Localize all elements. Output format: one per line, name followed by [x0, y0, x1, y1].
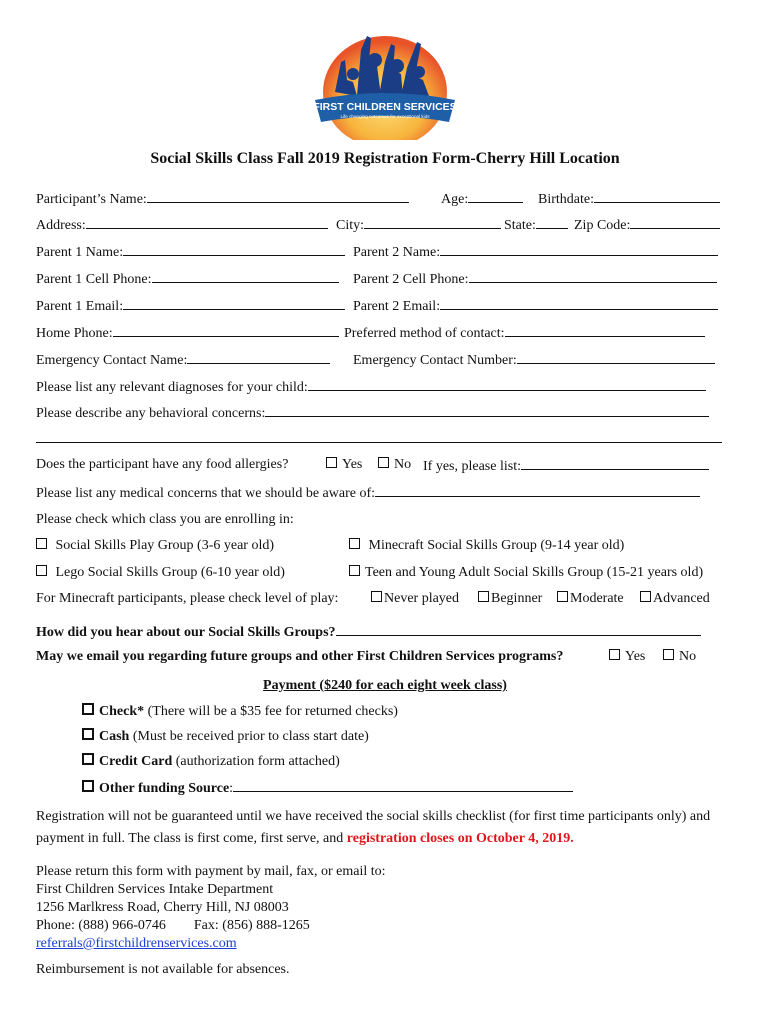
- payment-other-option[interactable]: [82, 777, 730, 797]
- email-no-checkbox[interactable]: [663, 649, 674, 660]
- class-prompt: Please check which class you are enrolling in:: [36, 512, 294, 527]
- allergy-no-label: No: [394, 457, 412, 472]
- allergy-yes-label: Yes: [342, 457, 363, 472]
- level-advanced-label: Advanced: [653, 591, 710, 606]
- emergency-row: [36, 349, 730, 369]
- birthdate-label: Birthdate:: [538, 192, 594, 207]
- first-children-services-logo: [295, 22, 475, 140]
- class-play-group-checkbox[interactable]: [36, 538, 47, 549]
- level-never-option[interactable]: [371, 589, 459, 609]
- hear-about-label: How did you hear about our Social Skills Groups?: [36, 625, 336, 640]
- email-yes-option[interactable]: [609, 647, 645, 667]
- parent-email-row: [36, 295, 730, 315]
- footer-row: [36, 960, 730, 980]
- address-label: Address:: [36, 218, 86, 233]
- class-option-lego[interactable]: [36, 563, 285, 583]
- class-teen-checkbox[interactable]: [349, 565, 360, 576]
- behavioral-row: [36, 402, 730, 422]
- class-options-row-1: [36, 536, 730, 556]
- allergy-no-option[interactable]: [378, 455, 411, 475]
- payment-cash-label: Cash: [99, 729, 130, 744]
- level-beginner-option[interactable]: [478, 589, 542, 609]
- emergency-name-label: Emergency Contact Name:: [36, 353, 188, 368]
- parent1-cell-label: Parent 1 Cell Phone:: [36, 272, 152, 287]
- class-option-minecraft[interactable]: [349, 536, 624, 556]
- address-row: [36, 214, 730, 234]
- zip-label: Zip Code:: [574, 218, 631, 233]
- emergency-number-label: Emergency Contact Number:: [353, 353, 517, 368]
- class-teen-label: Teen and Young Adult Social Skills Group (15-21 years old): [365, 565, 704, 580]
- email-no-label: No: [679, 649, 697, 664]
- parent2-cell-field[interactable]: [469, 268, 717, 283]
- payment-check-checkbox[interactable]: [82, 703, 94, 715]
- emergency-number-field[interactable]: [517, 349, 715, 364]
- allergy-no-checkbox[interactable]: [378, 457, 389, 468]
- participant-name-label: Participant’s Name:: [36, 192, 147, 207]
- contact-intro: Please return this form with payment by mail, fax, or email to:: [36, 864, 386, 879]
- level-beginner-label: Beginner: [491, 591, 543, 606]
- email-consent-row: [36, 647, 730, 667]
- contact-fax: Fax: (856) 888-1265: [193, 918, 310, 933]
- age-field[interactable]: [468, 188, 523, 203]
- level-beginner-checkbox[interactable]: [478, 591, 489, 602]
- participant-row: [36, 188, 730, 208]
- allergy-yes-option[interactable]: [326, 455, 362, 475]
- level-advanced-checkbox[interactable]: [640, 591, 651, 602]
- parent2-name-field[interactable]: [440, 241, 718, 256]
- behavioral-label: Please describe any behavioral concerns:: [36, 406, 266, 421]
- preferred-contact-label: Preferred method of contact:: [344, 326, 505, 341]
- parent1-cell-field[interactable]: [152, 268, 339, 283]
- parent1-email-field[interactable]: [123, 295, 345, 310]
- registration-notice: [36, 806, 726, 850]
- state-label: State:: [504, 218, 536, 233]
- zip-field[interactable]: [630, 214, 720, 229]
- behavioral-field[interactable]: [265, 402, 709, 417]
- notice-text: Registration will not be guaranteed until we have received the social skills checklist (for first time participants only) and payment in full. The class is first come, first serve, and: [36, 809, 711, 846]
- payment-cash-option[interactable]: [82, 727, 730, 747]
- state-field[interactable]: [536, 214, 568, 229]
- minecraft-level-prompt: For Minecraft participants, please check level of play:: [36, 591, 339, 606]
- class-option-play-group[interactable]: [36, 536, 274, 556]
- allergy-yes-checkbox[interactable]: [326, 457, 337, 468]
- diagnoses-row: [36, 376, 730, 396]
- medical-field[interactable]: [375, 482, 700, 497]
- class-minecraft-checkbox[interactable]: [349, 538, 360, 549]
- contact-block: [36, 863, 386, 953]
- contact-dept: First Children Services Intake Department: [36, 882, 274, 897]
- medical-label: Please list any medical concerns that we should be aware of:: [36, 486, 375, 501]
- class-options-row-2: [36, 563, 730, 583]
- home-phone-field[interactable]: [113, 322, 339, 337]
- email-consent-label: May we email you regarding future groups and other First Children Services programs?: [36, 649, 564, 664]
- level-never-label: Never played: [384, 591, 460, 606]
- diagnoses-label: Please list any relevant diagnoses for your child:: [36, 380, 308, 395]
- parent2-cell-label: Parent 2 Cell Phone:: [353, 272, 469, 287]
- level-moderate-checkbox[interactable]: [557, 591, 568, 602]
- class-minecraft-label: Minecraft Social Skills Group (9-14 year old): [368, 538, 625, 553]
- home-phone-label: Home Phone:: [36, 326, 113, 341]
- email-no-option[interactable]: [663, 647, 696, 667]
- class-lego-label: Lego Social Skills Group (6-10 year old): [55, 565, 285, 580]
- payment-cash-note: (Must be received prior to class start date): [129, 729, 369, 744]
- payment-credit-note: (authorization form attached): [172, 754, 340, 769]
- food-allergies-row: [36, 455, 730, 475]
- logo-graphic: [295, 22, 475, 140]
- class-lego-checkbox[interactable]: [36, 565, 47, 576]
- parent2-name-label: Parent 2 Name:: [353, 245, 441, 260]
- birthdate-field[interactable]: [594, 188, 720, 203]
- email-yes-checkbox[interactable]: [609, 649, 620, 660]
- class-option-teen[interactable]: [349, 563, 703, 583]
- city-label: City:: [336, 218, 365, 233]
- payment-check-label: Check*: [99, 704, 145, 719]
- notice-deadline: registration closes on October 4, 2019.: [346, 831, 574, 846]
- hear-about-row: [36, 621, 730, 641]
- hear-about-field[interactable]: [336, 621, 701, 636]
- payment-heading: Payment ($240 for each eight week class): [263, 678, 507, 693]
- city-field[interactable]: [364, 214, 501, 229]
- parent-cell-row: [36, 268, 730, 288]
- level-moderate-option[interactable]: [557, 589, 624, 609]
- food-allergies-label: Does the participant have any food allergies?: [36, 457, 289, 472]
- payment-credit-label: Credit Card: [99, 754, 173, 769]
- preferred-contact-field[interactable]: [505, 322, 705, 337]
- payment-other-note: :: [229, 781, 234, 796]
- parent1-email-label: Parent 1 Email:: [36, 299, 124, 314]
- logo-tagline: Life changing outcomes for exceptional kids: [340, 114, 430, 119]
- payment-other-checkbox[interactable]: [82, 780, 94, 792]
- minecraft-level-row: [36, 589, 730, 609]
- payment-other-field[interactable]: [233, 777, 573, 792]
- payment-credit-checkbox[interactable]: [82, 753, 94, 765]
- payment-cash-checkbox[interactable]: [82, 728, 94, 740]
- parent1-name-field[interactable]: [123, 241, 345, 256]
- behavioral-row-2: [36, 428, 730, 448]
- level-advanced-option[interactable]: [640, 589, 710, 609]
- parent2-email-label: Parent 2 Email:: [353, 299, 441, 314]
- medical-row: [36, 482, 730, 502]
- parent1-name-label: Parent 1 Name:: [36, 245, 124, 260]
- class-prompt-row: [36, 510, 730, 530]
- email-yes-label: Yes: [625, 649, 646, 664]
- contact-email-link[interactable]: referrals@firstchildrenservices.com: [36, 936, 237, 951]
- emergency-name-field[interactable]: [187, 349, 330, 364]
- payment-credit-option[interactable]: [82, 752, 730, 772]
- parent-name-row: [36, 241, 730, 261]
- parent2-email-field[interactable]: [440, 295, 718, 310]
- payment-check-note: (There will be a $35 fee for returned checks): [144, 704, 398, 719]
- age-label: Age:: [441, 192, 469, 207]
- home-phone-row: [36, 322, 730, 342]
- if-yes-label: If yes, please list:: [423, 459, 521, 474]
- class-play-group-label: Social Skills Play Group (3-6 year old): [55, 538, 275, 553]
- level-never-checkbox[interactable]: [371, 591, 382, 602]
- address-field[interactable]: [86, 214, 328, 229]
- contact-phone: Phone: (888) 966-0746: [36, 918, 166, 933]
- allergy-list-field[interactable]: [521, 455, 709, 470]
- contact-address: 1256 Marlkress Road, Cherry Hill, NJ 08003: [36, 900, 289, 915]
- payment-check-option[interactable]: [82, 702, 730, 722]
- payment-other-label: Other funding Source: [99, 781, 230, 796]
- level-moderate-label: Moderate: [570, 591, 624, 606]
- behavioral-field-2[interactable]: [36, 428, 722, 443]
- reimbursement-note: Reimbursement is not available for absences.: [36, 962, 290, 977]
- page-title: Social Skills Class Fall 2019 Registration Form-Cherry Hill Location: [150, 150, 620, 167]
- logo-name: FIRST CHILDREN SERVICES: [313, 101, 457, 113]
- participant-name-field[interactable]: [147, 188, 409, 203]
- diagnoses-field[interactable]: [308, 376, 706, 391]
